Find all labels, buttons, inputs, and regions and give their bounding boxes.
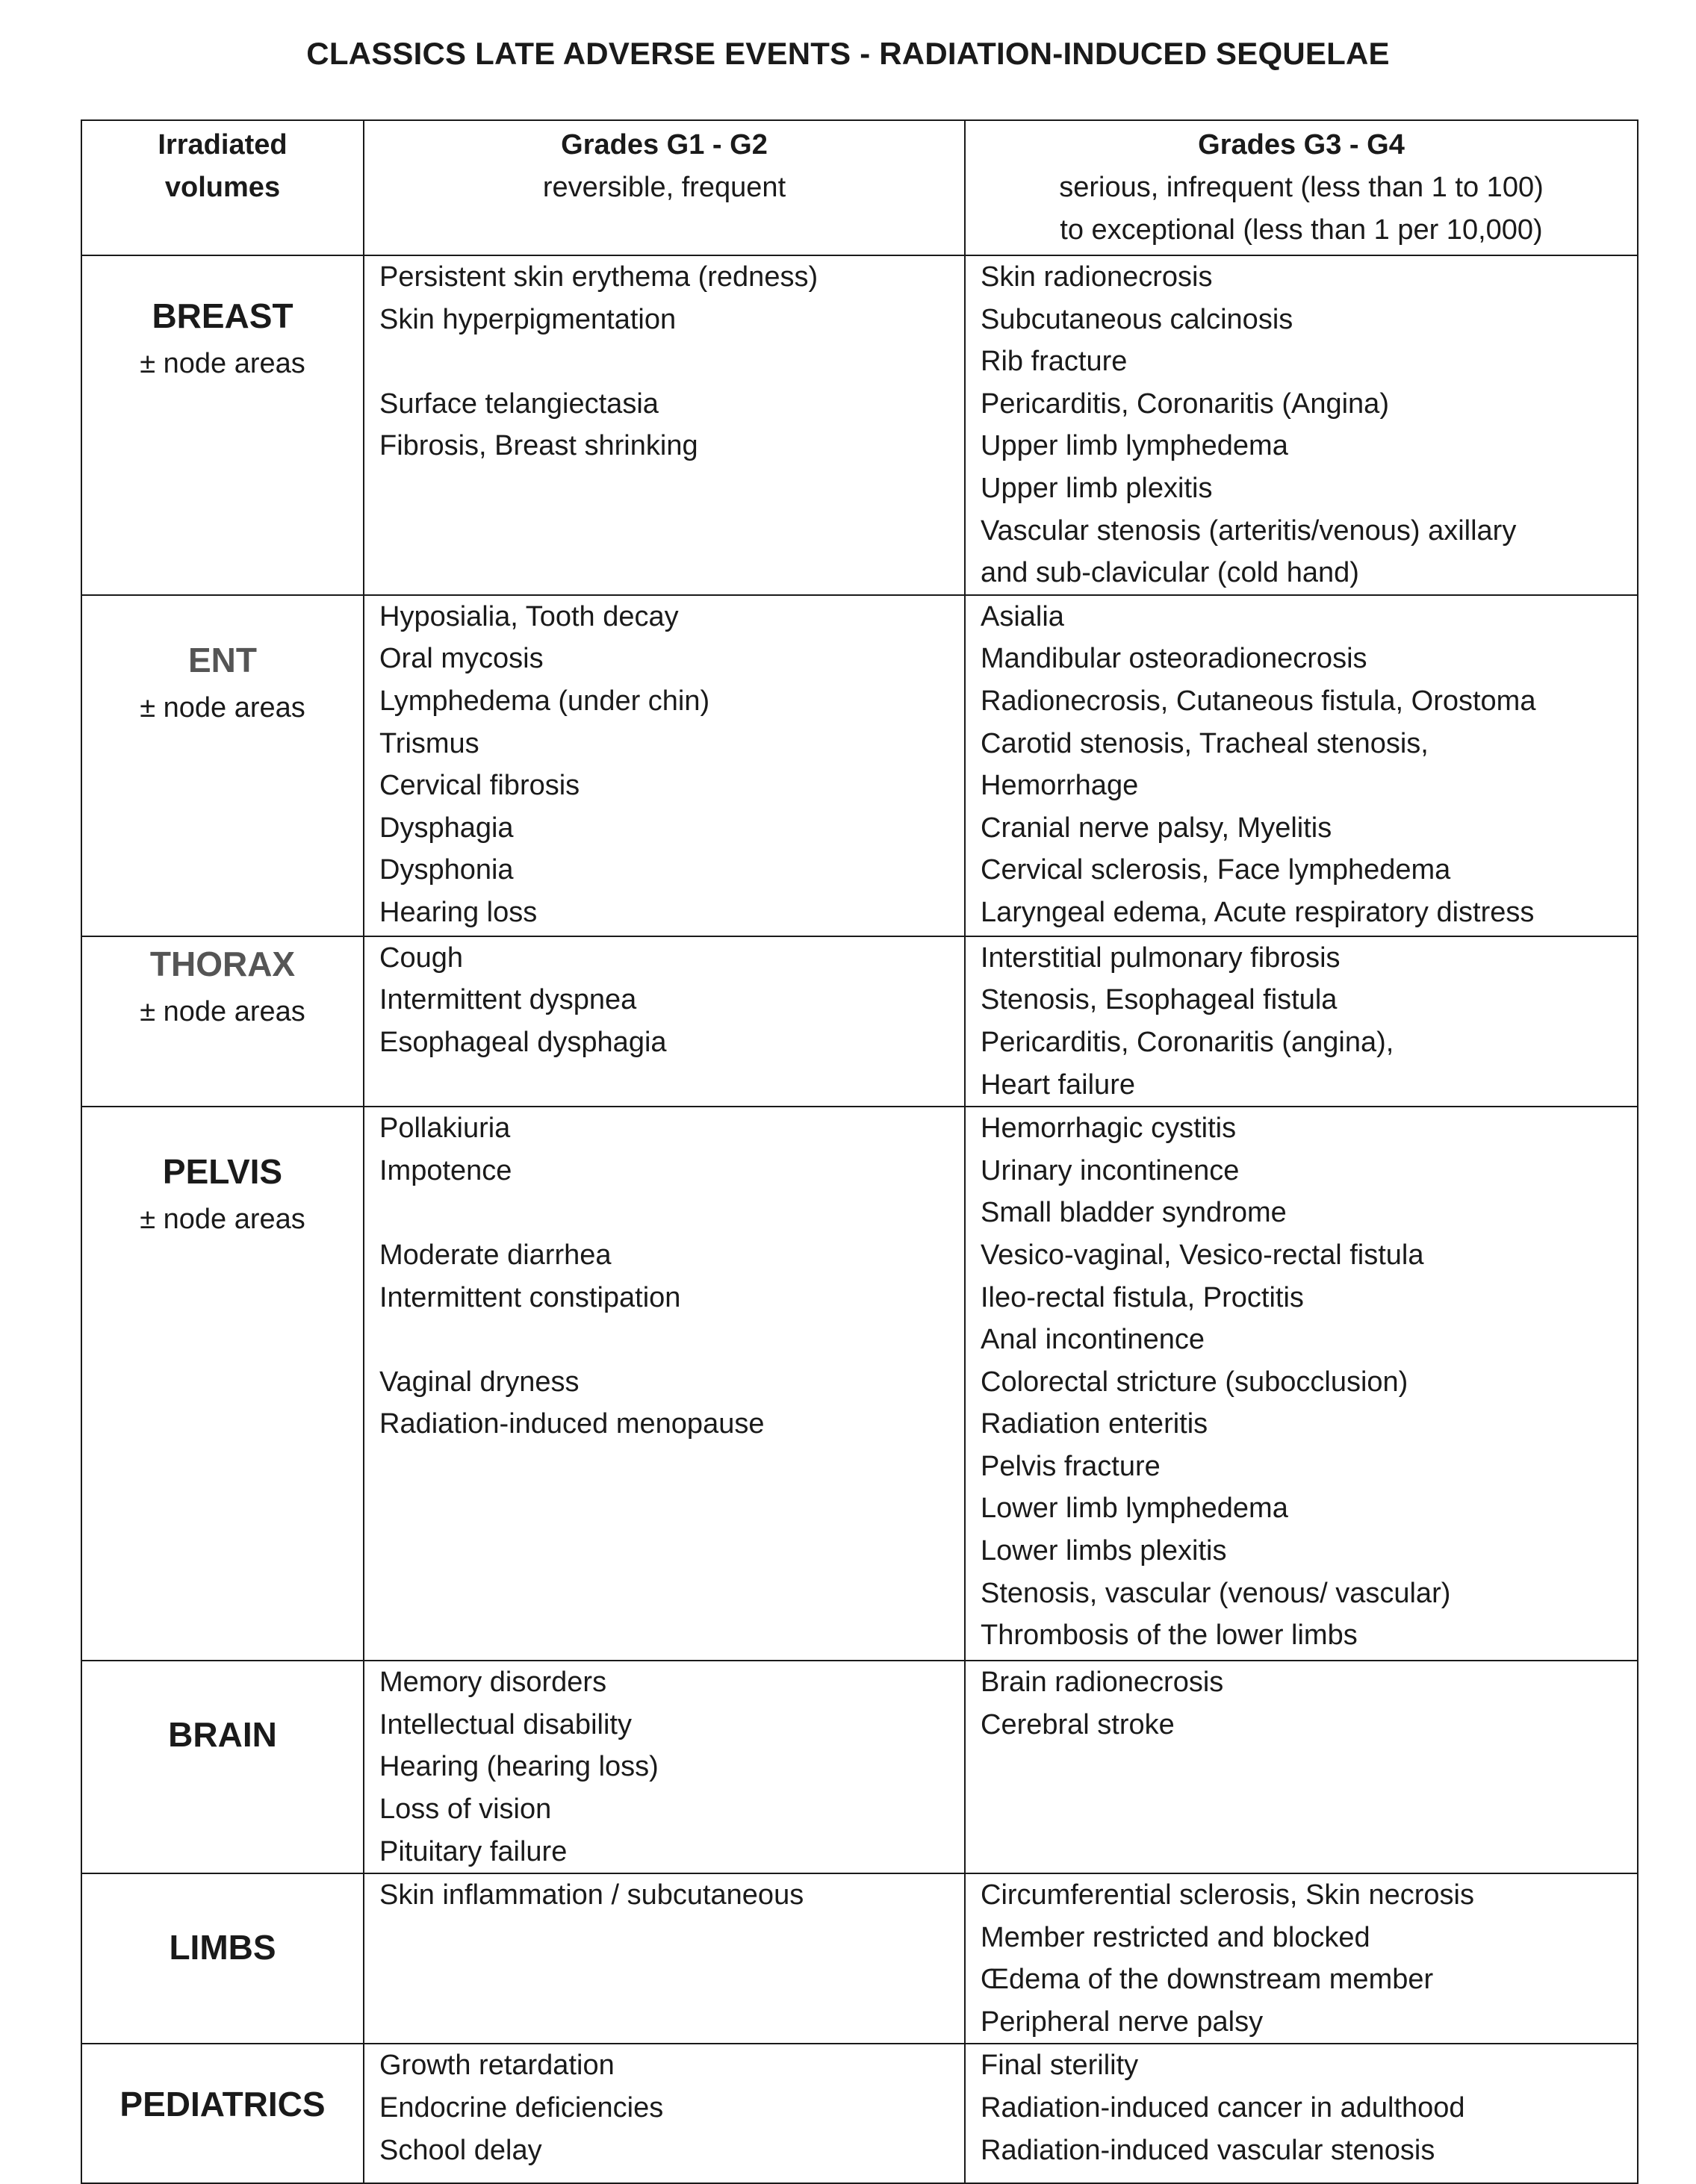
region-cell bbox=[81, 1107, 364, 1661]
header-col3-title: Grades G3 - G4 bbox=[1198, 129, 1405, 161]
region-cell bbox=[81, 1873, 364, 2044]
list-item: Vesico-vaginal, Vesico-rectal fistula bbox=[981, 1239, 1424, 1271]
header-col1-line2: volumes bbox=[164, 172, 281, 203]
list-item: Stenosis, Esophageal fistula bbox=[981, 984, 1338, 1016]
grades-g3-g4-cell bbox=[965, 255, 1638, 595]
list-item: Skin radionecrosis bbox=[981, 261, 1213, 293]
list-item: Pollakiuria bbox=[379, 1113, 511, 1145]
list-item: Laryngeal edema, Acute respiratory distress bbox=[981, 896, 1535, 928]
list-item: Cervical fibrosis bbox=[379, 770, 580, 802]
list-item: Asialia bbox=[981, 600, 1064, 632]
list-item: Final sterility bbox=[981, 2050, 1139, 2082]
region-name: BRAIN bbox=[168, 1715, 277, 1755]
list-item: Memory disorders bbox=[379, 1667, 607, 1699]
table-row bbox=[81, 255, 1638, 595]
list-item: Mandibular osteoradionecrosis bbox=[981, 643, 1367, 675]
table-row bbox=[81, 1873, 1638, 2044]
list-item: Colorectal stricture (subocclusion) bbox=[981, 1366, 1408, 1398]
sequelae-table bbox=[81, 119, 1638, 2184]
list-item: Brain radionecrosis bbox=[981, 1667, 1224, 1699]
list-item: Vascular stenosis (arteritis/venous) axillary bbox=[981, 514, 1517, 547]
grades-g3-g4-cell bbox=[965, 1873, 1638, 2044]
list-item: Interstitial pulmonary fibrosis bbox=[981, 942, 1341, 974]
grades-g1-g2-cell bbox=[364, 1661, 965, 1873]
list-item: Persistent skin erythema (redness) bbox=[379, 261, 819, 293]
list-item: Cough bbox=[379, 942, 463, 974]
list-item: Urinary incontinence bbox=[981, 1154, 1240, 1186]
list-item: Lymphedema (under chin) bbox=[379, 685, 710, 717]
list-item: Endocrine deficiencies bbox=[379, 2092, 664, 2124]
list-item: Esophageal dysphagia bbox=[379, 1026, 667, 1058]
list-item: Heart failure bbox=[981, 1068, 1135, 1101]
table-header-row bbox=[81, 120, 1638, 255]
list-item: Intermittent dyspnea bbox=[379, 984, 637, 1016]
region-cell bbox=[81, 595, 364, 936]
table-row bbox=[81, 1107, 1638, 1661]
list-item: Circumferential sclerosis, Skin necrosis bbox=[981, 1879, 1474, 1911]
region-cell bbox=[81, 936, 364, 1107]
region-name: ENT bbox=[188, 640, 257, 679]
region-subtitle: ± node areas bbox=[140, 348, 305, 379]
list-item: Skin inflammation / subcutaneous bbox=[379, 1879, 804, 1911]
list-item: Hyposialia, Tooth decay bbox=[379, 600, 679, 632]
table-row bbox=[81, 1661, 1638, 1873]
list-item: Hearing loss bbox=[379, 896, 538, 928]
header-grades-g3-g4 bbox=[965, 120, 1638, 255]
grades-g3-g4-cell bbox=[965, 936, 1638, 1107]
list-item: Vaginal dryness bbox=[379, 1366, 580, 1398]
list-spacer bbox=[379, 340, 957, 383]
grades-g1-g2-cell bbox=[364, 1873, 965, 2044]
list-item: Loss of vision bbox=[379, 1793, 552, 1825]
grades-g3-g4-cell bbox=[965, 1107, 1638, 1661]
list-item: Subcutaneous calcinosis bbox=[981, 303, 1293, 335]
list-item: Intellectual disability bbox=[379, 1708, 632, 1740]
list-item: Pericarditis, Coronaritis (Angina) bbox=[981, 388, 1389, 420]
list-spacer bbox=[379, 1319, 957, 1361]
list-item: Hemorrhagic cystitis bbox=[981, 1113, 1237, 1145]
grades-g1-g2-cell bbox=[364, 2044, 965, 2183]
region-subtitle: ± node areas bbox=[140, 1204, 305, 1236]
list-item: Upper limb lymphedema bbox=[981, 430, 1288, 462]
region-subtitle: ± node areas bbox=[140, 691, 305, 724]
list-item: Impotence bbox=[379, 1154, 512, 1186]
header-col1-line1: Irradiated bbox=[158, 129, 288, 161]
list-item: Carotid stenosis, Tracheal stenosis, bbox=[981, 727, 1429, 759]
list-item: Trismus bbox=[379, 727, 479, 759]
list-item: Radiation-induced menopause bbox=[379, 1408, 765, 1440]
list-spacer bbox=[379, 1192, 957, 1234]
region-name: LIMBS bbox=[169, 1928, 276, 1967]
list-item: Cerebral stroke bbox=[981, 1708, 1175, 1740]
table-row bbox=[81, 2044, 1638, 2183]
list-item: Œdema of the downstream member bbox=[981, 1964, 1434, 1996]
list-item: Radiation enteritis bbox=[981, 1408, 1208, 1440]
list-item: School delay bbox=[379, 2134, 542, 2166]
list-item: Oral mycosis bbox=[379, 643, 544, 675]
table-body bbox=[81, 255, 1638, 2183]
grades-g3-g4-cell bbox=[965, 2044, 1638, 2183]
grades-g1-g2-cell bbox=[364, 1107, 965, 1661]
list-item: Cranial nerve palsy, Myelitis bbox=[981, 812, 1332, 844]
list-item: Dysphagia bbox=[379, 812, 514, 844]
page-title: CLASSICS LATE ADVERSE EVENTS - RADIATION-INDUCED SEQUELAE bbox=[306, 36, 1390, 71]
list-item: Moderate diarrhea bbox=[379, 1239, 612, 1271]
list-item: Stenosis, vascular (venous/ vascular) bbox=[981, 1577, 1451, 1609]
list-item: Skin hyperpigmentation bbox=[379, 303, 677, 335]
region-cell bbox=[81, 1661, 364, 1873]
header-col2-title: Grades G1 - G2 bbox=[561, 129, 768, 161]
region-cell bbox=[81, 255, 364, 595]
region-name: PEDIATRICS bbox=[119, 2085, 326, 2124]
region-subtitle: ± node areas bbox=[140, 995, 305, 1027]
grades-g1-g2-cell bbox=[364, 595, 965, 936]
region-name: THORAX bbox=[149, 944, 296, 983]
list-item: Radionecrosis, Cutaneous fistula, Orostoma bbox=[981, 685, 1536, 717]
list-item: Lower limb lymphedema bbox=[981, 1493, 1288, 1525]
header-col2-sub: reversible, frequent bbox=[542, 172, 786, 203]
list-item: Hemorrhage bbox=[981, 770, 1139, 802]
table-row bbox=[81, 595, 1638, 936]
list-item: Peripheral nerve palsy bbox=[981, 2006, 1264, 2038]
list-item: Member restricted and blocked bbox=[981, 1921, 1370, 1953]
grades-g3-g4-cell bbox=[965, 1661, 1638, 1873]
list-item: Hearing (hearing loss) bbox=[379, 1751, 659, 1783]
grades-g1-g2-cell bbox=[364, 936, 965, 1107]
grades-g3-g4-cell bbox=[965, 595, 1638, 936]
list-item: Ileo-rectal fistula, Proctitis bbox=[981, 1281, 1304, 1313]
list-item: Pericarditis, Coronaritis (angina), bbox=[981, 1026, 1394, 1058]
region-name: PELVIS bbox=[162, 1152, 283, 1192]
list-item: Rib fracture bbox=[981, 346, 1128, 378]
header-col3-sub1: serious, infrequent (less than 1 to 100) bbox=[1059, 172, 1544, 203]
list-item: Lower limbs plexitis bbox=[981, 1535, 1227, 1567]
list-item: Upper limb plexitis bbox=[981, 472, 1213, 504]
list-item: Radiation-induced vascular stenosis bbox=[981, 2134, 1435, 2166]
list-item: Surface telangiectasia bbox=[379, 388, 659, 420]
list-item: Pituitary failure bbox=[379, 1835, 568, 1867]
header-grades-g1-g2 bbox=[364, 120, 965, 255]
region-cell bbox=[81, 2044, 364, 2183]
list-item: Dysphonia bbox=[379, 854, 514, 886]
header-irradiated-volumes bbox=[81, 120, 364, 255]
list-item: Growth retardation bbox=[379, 2050, 615, 2082]
region-name: BREAST bbox=[152, 296, 293, 335]
list-item: and sub-clavicular (cold hand) bbox=[981, 557, 1359, 589]
table-row bbox=[81, 936, 1638, 1107]
list-item: Thrombosis of the lower limbs bbox=[981, 1620, 1358, 1652]
list-item: Fibrosis, Breast shrinking bbox=[379, 430, 698, 462]
list-item: Cervical sclerosis, Face lymphedema bbox=[981, 854, 1451, 886]
list-item: Intermittent constipation bbox=[379, 1281, 681, 1313]
list-item: Anal incontinence bbox=[981, 1324, 1205, 1356]
grades-g1-g2-cell bbox=[364, 255, 965, 595]
list-item: Pelvis fracture bbox=[981, 1450, 1161, 1482]
header-col3-sub2: to exceptional (less than 1 per 10,000) bbox=[1060, 214, 1543, 246]
list-item: Radiation-induced cancer in adulthood bbox=[981, 2092, 1465, 2124]
list-item: Small bladder syndrome bbox=[981, 1197, 1287, 1229]
